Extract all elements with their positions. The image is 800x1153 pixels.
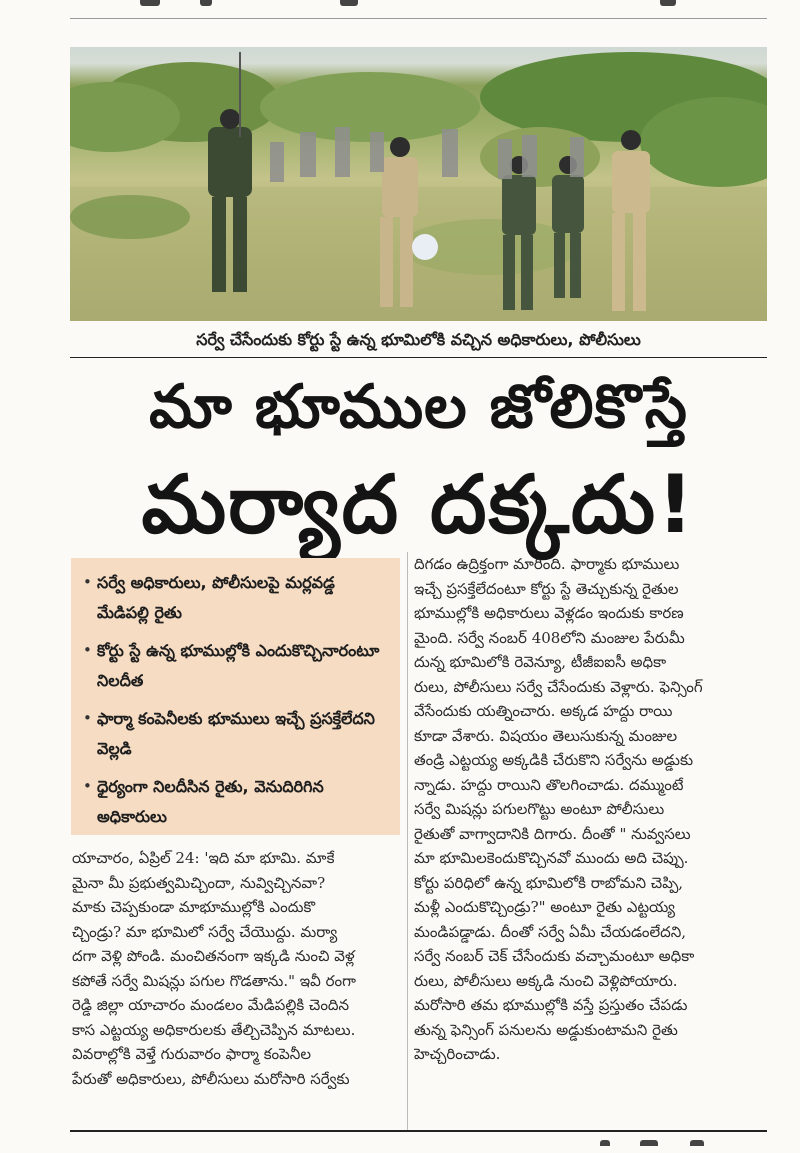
body-line: మైంది. సర్వే నంబర్ 408లోని మంజుల పేరుమీ [414,628,685,647]
cropped-header-text [140,0,700,10]
article-body-left [72,846,397,1091]
bullet-icon: • [83,777,92,795]
highlights-box [71,558,400,835]
top-divider [70,18,767,19]
body-line: సర్వే నంబర్ చెక్ చేసేందుకు వచ్చామంటూ అధికా [414,947,695,965]
body-line: మైనా మీ ప్రభుత్వమిచ్చిందా, నువ్విచ్చినవా? [72,873,326,892]
body-line: వేసేందుకు యత్నించారు. అక్కడ హద్దు రాయి [414,702,673,720]
body-line: రులు, పోలీసులు అక్కడి నుంచి వెళ్లిపోయారు. [414,971,678,990]
body-line: తున్న ఫెన్సింగ్ పనులను అడ్డుకుంటామని రైతు [414,1020,678,1039]
body-line: కూడా వేశారు. విషయం తెలుసుకున్న మంజుల [414,726,678,745]
body-line: రైతుతో వాగ్వాదానికి దిగారు. దీంతో " నువ్వసలు [414,824,691,843]
body-line: సర్వే మిషన్లు పగులగొట్టు అంటూ పోలీసులు [414,800,665,818]
body-line: మా భూమిలకెందుకొచ్చినవో ముందు అది చెప్పు. [414,849,689,867]
bullet-icon: • [83,641,92,659]
highlight-text: సర్వే అధికారులు, పోలీసులపై మర్లవడ్డ మేడిపల్లి రైతు [97,573,335,622]
highlight-text: ధైర్యంగా నిలదీసిన రైతు, వెనుదిరిగిన అధికారులు [97,777,324,826]
body-line: యాచారం, ఏప్రిల్ 24: 'ఇది మా భూమి. మాకే [72,849,335,867]
body-line: ఇచ్చే ప్రసక్తేలేదంటూ కోర్టు స్టే తెచ్చుకున్న రైతుల [414,579,679,598]
body-line: రులు, పోలీసులు సర్వే చేసేందుకు వెళ్లారు. ఫెన్సింగ్ [414,677,703,696]
body-line: మండిపడ్డాడు. దీంతో సర్వే ఏమీ చేయడంలేదని, [414,922,687,941]
body-line: వివరాల్లోకి వెళ్తే గురువారం ఫార్మా కంపెనీల [72,1045,311,1063]
body-line: చ్చిండ్రు? మా భూమిలో సర్వే చేయొద్దు. మర్యా [72,922,338,941]
bullet-icon: • [83,709,92,727]
highlight-item [83,636,390,696]
article-body-right [414,552,769,1067]
body-line: మళ్లీ ఎందుకొచ్చిండ్రు?" అంటూ రైతు ఎట్టయ్య [414,898,676,916]
body-line: దగా వెళ్లి పోండి. మంచితనంగా ఇక్కడి నుంచి వెళ్ల [72,947,355,965]
body-line: న్నాడు. హద్దు రాయిని తొలగించాడు. దమ్ముంటే [414,775,684,794]
photo-caption: సర్వే చేసేందుకు కోర్టు స్టే ఉన్న భూమిలోకి వచ్చిన అధికారులు, పోలీసులు [196,330,641,349]
body-line: హెచ్చరించాడు. [414,1045,501,1063]
caption-divider [70,357,767,358]
headline-line-1: మా భూముల జోలికొస్తే [149,372,688,442]
highlight-item [83,568,390,628]
headline-line-2: మర్యాద దక్కదు! [141,458,696,551]
column-divider [407,552,408,1132]
body-line: దిగడం ఉద్రిక్తంగా మారింది. ఫార్మాకు భూములు [414,555,680,573]
body-line: మరోసారి తమ భూముల్లోకి వస్తే ప్రస్తుతం చేపడు [414,996,688,1014]
body-line: పేరుతో అధికారులు, పోలీసులు మరోసారి సర్వేకు [72,1069,350,1088]
body-line: కాస ఎట్టయ్య అధికారులకు తేల్చిచెప్పిన మాటలు. [72,1020,356,1039]
body-line: కోర్టు పరిధిలో ఉన్న భూమిలోకి రాబోమని చెప్పి, [414,873,684,892]
news-photo [70,47,767,321]
body-line: దున్న భూమిలోకి రెవెన్యూ, టీజీఐఐసీ అధికా [414,653,667,671]
field-survey-scene [70,47,767,321]
bullet-icon: • [83,573,92,591]
bottom-divider [70,1130,767,1132]
body-line: కపోతే సర్వే మిషన్లు పగుల గొడతాను." ఇవీ రంగా [72,971,356,990]
body-line: భూముల్లోకి అధికారులు వెళ్లడం ఇందుకు కారణ [414,604,684,622]
body-line: రెడ్డి జిల్లా యాచారం మండలం మేడిపల్లికి చెందిన [72,996,350,1014]
body-line: తండ్రి ఎట్టయ్య అక్కడికి చేరుకొని సర్వేను అడ్డుకు [414,751,694,769]
highlight-text: కోర్టు స్టే ఉన్న భూముల్లోకి ఎందుకొచ్చినారంటూ నిలదీత [97,641,380,690]
highlight-text: ఫార్మా కంపెనీలకు భూములు ఇచ్చే ప్రసక్తేలేదని వెల్లడి [97,709,375,758]
cropped-footer-text [600,1140,720,1148]
body-line: మాకు చెప్పకుండా మాభూముల్లోకి ఎందుకొ [72,898,316,916]
highlight-item [83,772,390,832]
highlight-item [83,704,390,764]
